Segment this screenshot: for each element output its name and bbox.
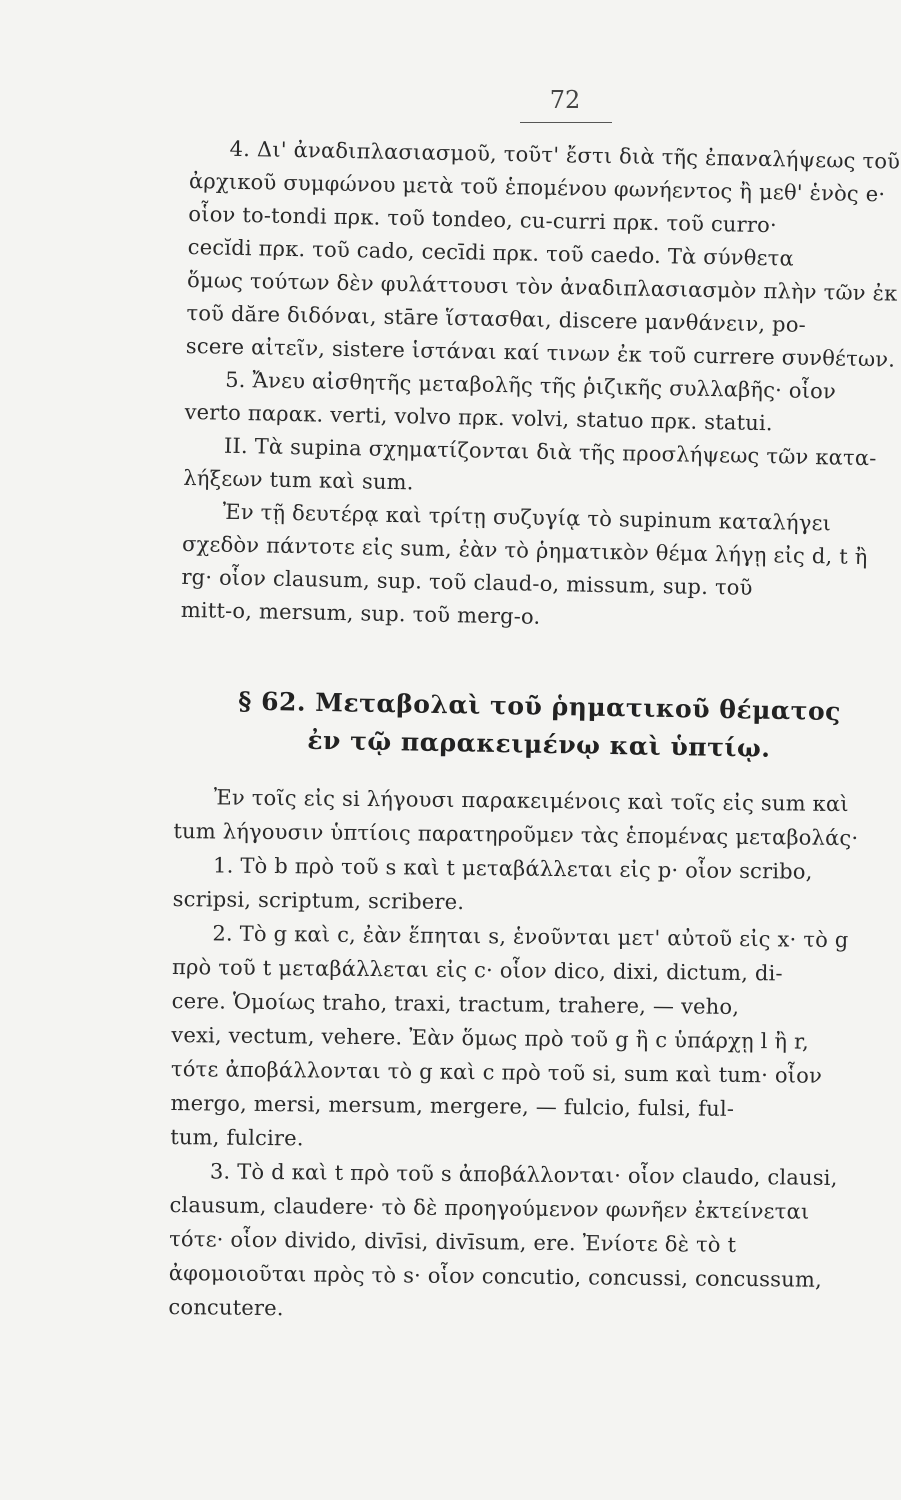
text-line: 3. Τὸ d καὶ t πρὸ τοῦ s ἀποβάλλονται· οἷον claudo, clausi, xyxy=(209,1159,838,1190)
section-title-1: Μεταβολαὶ τοῦ ῥηματικοῦ θέματος xyxy=(315,687,842,727)
text-line: οἷον to-tondi πρκ. τοῦ tondeo, cu-curri πρκ. τοῦ curro· xyxy=(188,201,778,238)
text-line: rg· οἷον clausum, sup. τοῦ claud-o, missum, sup. τοῦ xyxy=(181,564,753,600)
text-line: 2. Τὸ g καὶ c, ἐὰν ἕπηται s, ἑνοῦνται μετ' αὐτοῦ εἰς x· τὸ g xyxy=(212,921,849,953)
text-line: 4. Δι' ἀναδιπλασιασμοῦ, τοῦτ' ἔστι διὰ τῆς ἐπαναλήψεως τοῦ xyxy=(229,136,901,174)
text-line: verto παρακ. verti, volvo πρκ. volvi, statuo πρκ. statui. xyxy=(184,399,773,436)
page-number-rule xyxy=(520,122,612,123)
text-line: tum, fulcire. xyxy=(170,1124,304,1151)
text-line: clausum, claudere· τὸ δὲ προηγούμενον φωνῆεν ἐκτείνεται xyxy=(169,1192,810,1224)
text-line: σχεδὸν πάντοτε εἰς sum, ἐὰν τὸ ῥηματικὸν θέμα λήγῃ εἰς d, t ἢ xyxy=(181,531,868,570)
text-block-lower xyxy=(168,780,890,1331)
text-line: mergo, mersi, mersum, mergere, — fulcio, fulsi, ful- xyxy=(170,1090,735,1121)
text-line: τότε ἀποβάλλονται τὸ g καὶ c πρὸ τοῦ si, sum καὶ tum· οἷον xyxy=(170,1056,823,1088)
text-line: II. Τὰ supina σχηματίζονται διὰ τῆς προσλήψεως τῶν κατα- xyxy=(223,433,877,471)
text-line: ἀρχικοῦ συμφώνου μετὰ τοῦ ἑπομένου φωνήεντος ἢ μεθ' ἑνὸς e· xyxy=(188,168,886,207)
text-line: 5. Ἄνευ αἰσθητῆς μεταβολῆς τῆς ῥιζικῆς συλλαβῆς· οἷον xyxy=(225,367,837,404)
section-mark: § 62. xyxy=(238,686,307,717)
text-block-upper xyxy=(180,132,901,641)
text-line: 1. Τὸ b πρὸ τοῦ s καὶ t μεταβάλλεται εἰς p· οἷον scribo, xyxy=(212,853,813,884)
text-line: cere. Ὁμοίως traho, traxi, tractum, trahere, — veho, xyxy=(171,988,740,1019)
page-number: 72 xyxy=(549,86,581,114)
text-line: tum λήγουσιν ὑπτίοις παρατηροῦμεν τὰς ἑπομένας μεταβολάς· xyxy=(173,818,859,851)
text-line: τότε· οἷον divido, divīsi, divīsum, ere. Ἐνίοτε δὲ τὸ t xyxy=(169,1226,737,1257)
section-heading xyxy=(209,682,870,770)
text-line: ὅμως τούτων δὲν φυλάττουσι τὸν ἀναδιπλασιασμὸν πλὴν τῶν ἐκ xyxy=(186,267,898,306)
text-line: scere αἰτεῖν, sistere ἱστάναι καί τινων ἐκ τοῦ currere συνθέτων. xyxy=(185,333,896,372)
text-line: ἀφομοιοῦται πρὸς τὸ s· οἷον concutio, concussi, concussum, xyxy=(168,1260,823,1292)
text-line: cecĭdi πρκ. τοῦ cado, cecīdi πρκ. τοῦ caedo. Τὰ σύνθετα xyxy=(187,234,795,271)
text-line: Ἐν τοῖς εἰς si λήγουσι παρακειμένοις καὶ τοῖς εἰς sum καὶ xyxy=(213,785,849,817)
text-line: mitt-o, mersum, sup. τοῦ merg-o. xyxy=(180,597,541,629)
text-line: Ἐν τῇ δευτέρᾳ καὶ τρίτῃ συζυγίᾳ τὸ supinum καταλήγει xyxy=(222,499,832,536)
text-line: concutere. xyxy=(168,1294,284,1321)
text-line: vexi, vectum, vehere. Ἐὰν ὅμως πρὸ τοῦ g ἢ c ὑπάρχῃ l ἢ r, xyxy=(171,1022,810,1054)
text-line: πρὸ τοῦ t μεταβάλλεται εἰς c· οἷον dico, dixi, dictum, di- xyxy=(171,954,783,986)
section-title-2: ἐν τῷ παρακειμένῳ καὶ ὑπτίῳ. xyxy=(307,725,771,763)
text-line: τοῦ dăre διδόναι, stāre ἵστασθαι, discere μανθάνειν, po- xyxy=(186,300,807,337)
text-line: λήξεων tum καὶ sum. xyxy=(183,465,414,495)
text-line: scripsi, scriptum, scribere. xyxy=(172,886,465,915)
